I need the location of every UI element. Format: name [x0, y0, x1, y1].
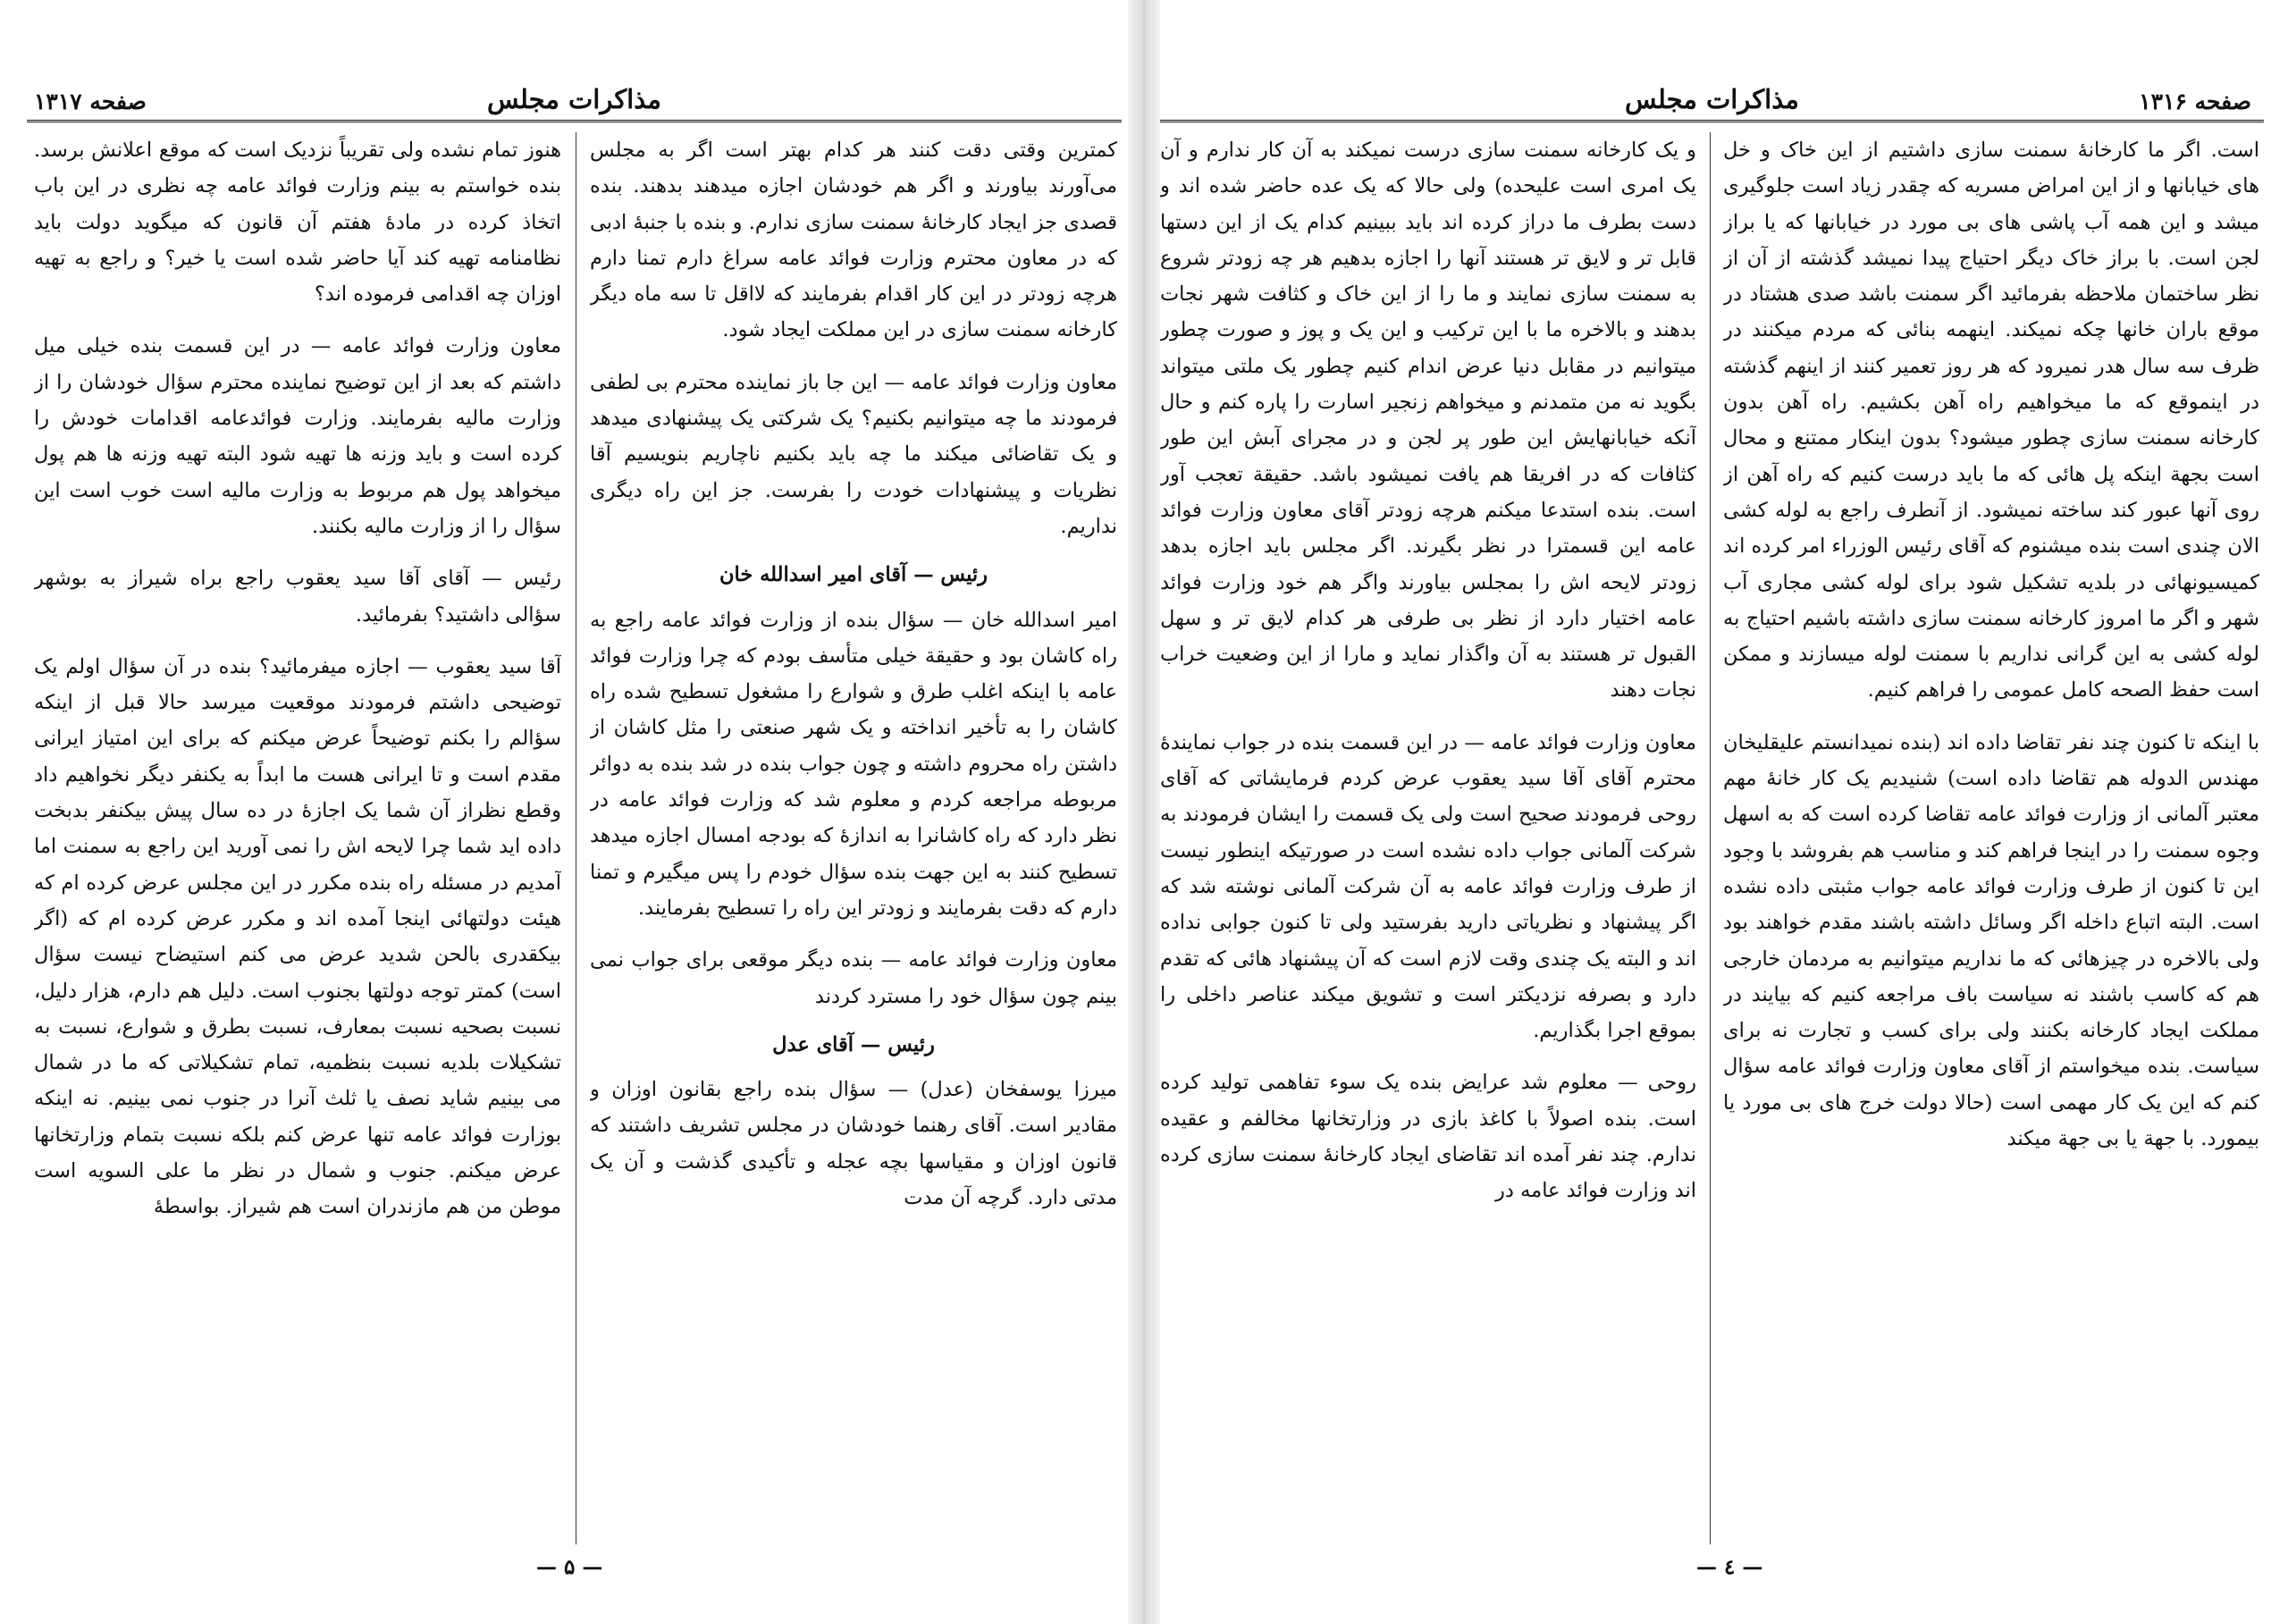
paragraph: است. اگر ما کارخانهٔ سمنت سازی داشتیم از این خاک و خل های خیابانها و از این امراض مسریه که چقدر زیاد است جلوگیری میشد و این همه آب پاشی های بی مورد در خیابانها که یا براز لجن است. با براز خاک دیگر احتیاج پیدا نمیشد گذشته از آن از نظر ساختمان ملاحظه بفرمائید اگر سمنت باشد صدی هشتاد در موقع باران خانها چکه نمیکند. اینهمه بنائی که مردم میکنند در ظرف سه سال هدر نمیرود که هر روز تعمیر کنند از اینهم گذشته در اینموقع که ما میخواهیم راه آهن بکشیم. راه آهن بدون کارخانه سمنت سازی چطور میشود؟ بدون اینکار ممتنع و محال است بجهة اینکه پل هائی که ما باید درست کنیم که راه آهن از روی آنها عبور کند ساخته نمیشود. از آنطرف راجع به لوله کشی الان چندی است بنده میشنوم که آقای رئیس الوزراء امر کرده اند کمیسیونهائی در بلدیه تشکیل شود برای لوله کشی مجاری آب شهر و اگر ما امروز کارخانه سمنت سازی داشته باشیم احتیاج به لوله کشی به این گرانی نداریم با سمنت لوله میسازند و ممکن است حفظ الصحه کامل عمومی را فراهم کنیم. [1723, 139, 2259, 703]
right-page-number: صفحه ۱۳۱۶ [2139, 88, 2251, 114]
paragraph: رئیس — آقای آقا سید یعقوب راجع براه شیراز به بوشهر سؤالی داشتید؟ بفرمائید. [34, 567, 561, 627]
left-page-number: صفحه ۱۳۱۷ [34, 88, 147, 114]
book-gutter [1128, 0, 1160, 1624]
paragraph: معاون وزارت فوائد عامه — در این قسمت بنده در جواب نمایندهٔ محترم آقای آقا سید یعقوب عرض کردم فرمایشاتی که آقای روحی فرمودند صحیح است ولی یک قسمت را ایشان فرمودند به شرکت آلمانی جواب داده نشده است در صورتیکه اینطور نیست از طرف وزارت فوائد عامه به آن شرکت آلمانی نوشته شد که اگر پیشنهاد و نظریاتی دارید بفرستید ولی تا کنون جوابی نداده اند و البته یک چندی وقت لازم است که آن پیشنهاد هائی که تقدم دارد و بصرفه نزدیکتر است و تشویق میکند عناصر داخلی را بموقع اجرا بگذاریم. [1160, 730, 1696, 1043]
paragraph: با اینکه تا کنون چند نفر تقاضا داده اند (بنده نمیدانستم علیقلیخان مهندس الدوله هم تقاضا داده است) شنیدیم یک کار خانهٔ مهم معتبر آلمانی از وزارت فوائد عامه تقاضا کرده است که به اسهل وجوه سمنت را در اینجا فراهم کند و مناسب هم بفروشد با وجود این تا کنون از طرف وزارت فوائد عامه جواب مثبتی داده نشده است. البته اتباع داخله اگر وسائل داشته باشند مقدم خواهند بود ولی بالاخره در چیزهائی که ما نداریم میتوانیم به مردمان خارجی هم که کاسب باشند نه سیاست باف مراجعه کنیم که بیایند در مملکت ایجاد کارخانه بکنند ولی برای کسب و تجارت نه برای سیاست. بنده میخواستم از آقای معاون وزارت فوائد عامه سؤال کنم که این یک کار مهمی است (حالا دولت خرج های بی مورد یا بیمورد. با جهة یا بی جهة میکند [1723, 730, 2259, 1151]
left-page-right-column [590, 132, 1117, 1544]
speaker-heading: رئیس — آقای عدل [772, 1032, 935, 1056]
paragraph: روحی — معلوم شد عرایض بنده یک سوء تفاهمی تولید کرده است. بنده اصولاً با کاغذ بازی در وزارتخانها مخالفم و عقیده ندارم. چند نفر آمده اند تقاضای ایجاد کارخانهٔ سمنت سازی کرده اند وزارت فوائد عامه در [1160, 1071, 1696, 1203]
right-page-header [1160, 79, 2264, 122]
right-journal-title: مذاکرات مجلس [1625, 84, 1799, 114]
right-page-left-column [1160, 132, 1696, 1544]
paragraph: میرزا یوسفخان (عدل) — سؤال بنده راجع بقانون اوزان و مقادیر است. آقای رهنما خودشان در مجلس تشریف داشتند که قانون اوزان و مقیاسها بچه عجله و تأکیدی گذشت و آن یک مدتی دارد. گرچه آن مدت [590, 1078, 1117, 1210]
paragraph: آقا سید یعقوب — اجازه میفرمائید؟ بنده در آن سؤال اولم یک توضیحی داشتم فرمودند موقعیت میرسد حالا قبل از اینکه سؤالم را بکنم توضیحاً عرض میکنم که برای این امتیاز ایرانی مقدم است و تا ایرانی هست ما ابداً به یکنفر دیگر نخواهیم داد وقطع نظراز آن شما یک اجازهٔ در ده سال پیش بیکنفر بدبخت داده اید شما چرا لایحه اش را نمی آورید این راجع به سمنت اما آمدیم در مسئله راه بنده مکرر در این مجلس عرض کرده ام که هیئت دولتهائی اینجا آمده اند و مکرر عرض کرده ام که (اگر بیکقدری بالحن شدید عرض می کنم استیضاح نیست سؤال است) کمتر توجه دولتها بجنوب است. دلیل هم دارم، هزار دلیل، نسبت بصحیه نسبت بمعارف، نسبت بطرق و شوارع، نسبت به تشکیلات بلدیه نسبت بنظمیه، تمام تشکیلاتی که ما در شمال می بینیم شاید نصف یا ثلث آنرا در جنوب نمی بینیم. نه اینکه بوزارت فوائد عامه تنها عرض کنم بلکه نسبت بتمام وزارتخانها عرض میکنم. جنوب و شمال در نظر ما علی السویه است موطن من هم مازندران است هم شیراز. بواسطهٔ [34, 654, 561, 1219]
left-page-header [27, 79, 1122, 122]
paragraph: و یک کارخانه سمنت سازی درست نمیکند به آن کار ندارم و آن یک امری است علیحده) ولی حالا که یک عده حاضر شده اند و دست بطرف ما دراز کرده اند باید ببینیم کدام یک از این دستها قابل تر و لایق تر هستند آنها را اجازه بدهیم هر چه زودتر شروع به سمنت سازی نمایند و ما را از این خاک و کثافت شهر نجات بدهند و بالاخره ما با این ترکیب و این یک و پوز و صورت چطور میتوانیم در مقابل دنیا عرض اندام کنیم چطور یک ملتی میتواند بگوید نه من متمدنم و میخواهم زنجیر اسارت را پاره کنم و حال آنکه خیابانهایش این طور پر لجن و در مجرای آبش این طور کثافات که در افریقا هم یافت نمیشود باشد. حقیقة تعجب آور است. بنده استدعا میکنم هرچه زودتر آقای معاون وزارت فوائد عامه این قسمترا در نظر بگیرند. اگر مجلس باید اجازه بدهد زودتر لایحه اش را بمجلس بیاورند واگر هم خود وزارت فوائد عامه اختیار دارد از نظر بی طرفی هر کدام لایق تر و سهل القبول تر هستند به آن واگذار نماید و مارا از این وضعیت خراب نجات دهند [1160, 139, 1696, 703]
left-journal-title: مذاکرات مجلس [487, 84, 661, 114]
right-page-footer: — ٤ — [1696, 1555, 1763, 1579]
left-page-footer: — ۵ — [536, 1555, 603, 1579]
speaker-heading: رئیس — آقای امیر اسدالله خان [719, 563, 988, 587]
paragraph: هنوز تمام نشده ولی تقریباً نزدیک است که موقع اعلانش برسد. بنده خواستم به بینم وزارت فوائد عامه چه نظری در این باب اتخاذ کرده در مادهٔ هفتم آن قانون که میگوید دولت باید نظامنامه تهیه کند آیا حاضر شده است یا خیر؟ و راجع به تهیه اوزان چه اقدامی فرموده اند؟ [34, 139, 561, 307]
left-page [27, 0, 1122, 1624]
paragraph: معاون وزارت فوائد عامه — در این قسمت بنده خیلی میل داشتم که بعد از این توضیح نماینده محترم سؤال خودشان را از وزارت مالیه بفرمایند. وزارت فوائدعامه اقدامات خودش را کرده است و باید وزنه ها تهیه شود البته تهیه وزنه ها هم پول میخواهد پول هم مربوط به وزارت مالیه است خوب است این سؤال را از وزارت مالیه بکنند. [34, 334, 561, 538]
paragraph: کمترین وقتی دقت کنند هر کدام بهتر است اگر به مجلس می‌آورند بیاورند و اگر هم خودشان اجازه میدهند بدهند. بنده قصدی جز ایجاد کارخانهٔ سمنت سازی ندارم. و بنده با جنبهٔ ادبی که در معاون محترم وزارت فوائد عامه سراغ دارم تمنا دارم هرچه زودتر در این کار اقدام بفرمایند که لااقل تا سه ماه دیگر کارخانه سمنت سازی در این مملکت ایجاد شود. [590, 139, 1117, 342]
right-page-right-column [1723, 132, 2259, 1544]
column-divider [1710, 132, 1711, 1544]
paragraph: معاون وزارت فوائد عامه — این جا باز نماینده محترم بی لطفی فرمودند ما چه میتوانیم بکنیم؟ یک شرکتی یک پیشنهادی میدهد و یک تقاضائی میکند ما چه باید بکنیم ناچاریم بنویسیم آقا نظریات و پیشنهادات خودت را بفرست. جز این راه دیگری نداریم. [590, 370, 1117, 538]
paragraph: معاون وزارت فوائد عامه — بنده دیگر موقعی برای جواب نمی بینم چون سؤال خود را مسترد کردند [590, 948, 1117, 1008]
paragraph: امیر اسدالله خان — سؤال بنده از وزارت فوائد عامه راجع به راه کاشان بود و حقیقة خیلی متأسف بودم که چرا وزارت فوائد عامه با اینکه اغلب طرق و شوارع را مشغول تسطیح شده راه کاشان را به تأخیر انداخته و یک شهر صنعتی را مثل کاشان از داشتن راه محروم داشته و چون جواب بنده در شد بنده به دوائر مربوطه مراجعه کردم و معلوم شد که وزارت فوائد عامه در نظر دارد که راه کاشانرا به اندازهٔ که بودجه امسال اجازه میدهد تسطیح کنند به این جهت بنده سؤال خودم را پس میگیرم و تمنا دارم که دقت بفرمایند و زودتر این راه را تسطیح بفرمایند. [590, 608, 1117, 920]
right-page [1160, 0, 2264, 1624]
left-page-left-column [34, 132, 561, 1544]
